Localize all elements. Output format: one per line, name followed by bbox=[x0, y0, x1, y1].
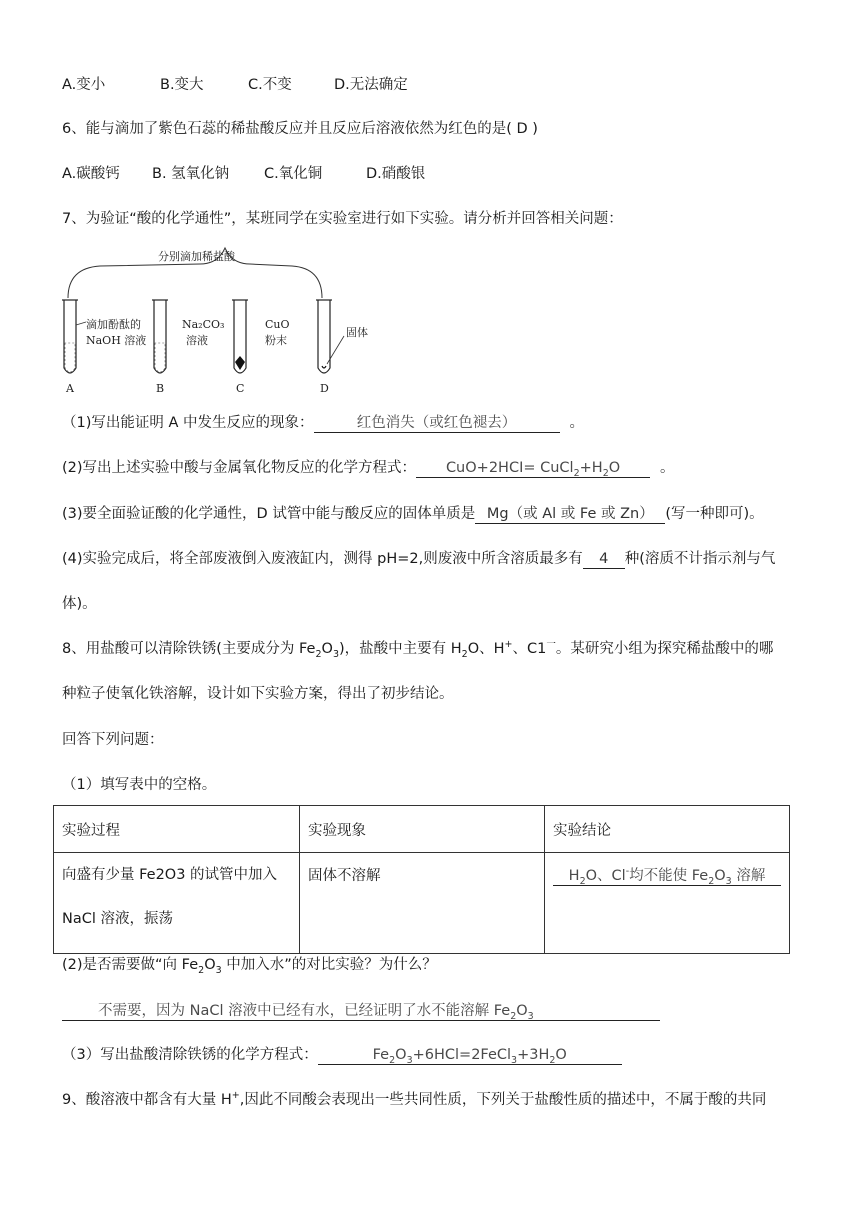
q7-p2-suffix: 。 bbox=[660, 460, 675, 476]
q6-stem: 6、能与滴加了紫色石蕊的稀盐酸反应并且反应后溶液依然为红色的是( D ) bbox=[62, 121, 538, 137]
table-cell-phenomenon: 固体不溶解 bbox=[300, 853, 545, 954]
experiment-table bbox=[53, 805, 790, 954]
q8-intro-line-1: 8、用盐酸可以清除铁锈(主要成分为 $Fe_2O_3$)，盐酸中主要有 $H_2O$、H+、$C1^一$。某研究小组为探究稀盐酸中的哪 bbox=[62, 639, 774, 660]
table-cell-process bbox=[54, 853, 300, 954]
q7-p2-answer: $CuO+2HCI= CuCl_2+H_2O$ bbox=[416, 459, 650, 478]
tube-a-label-2: NaOH 溶液 bbox=[86, 334, 147, 347]
q7-part-4 bbox=[62, 548, 775, 570]
q9-stem: 9、酸溶液中都含有大量 H+,因此不同酸会表现出一些共同性质，下列关于盐酸性质的描述中，不属于酸的共同 bbox=[62, 1090, 767, 1108]
q8-part-2-answer-line bbox=[62, 1000, 660, 1022]
tube-letter-d: D bbox=[320, 382, 329, 395]
tube-d-label: 固体 bbox=[346, 326, 368, 339]
brace-label: 分别滴加稀盐酸 bbox=[158, 250, 235, 263]
q5-option-d: D.无法确定 bbox=[334, 77, 408, 93]
q6-option-b: B. 氢氧化钠 bbox=[152, 166, 230, 182]
table-row bbox=[54, 853, 790, 954]
table-header-process: 实验过程 bbox=[54, 806, 300, 853]
q6-option-d: D.硝酸银 bbox=[366, 166, 426, 182]
q8-part-1: （1）填写表中的空格。 bbox=[62, 777, 217, 793]
q7-p3-prefix: (3)要全面验证酸的化学通性，D 试管中能与酸反应的固体单质是 bbox=[62, 506, 476, 522]
tube-a bbox=[62, 300, 78, 373]
q7-p4-answer: 4 bbox=[583, 550, 625, 569]
q8-p2-answer: 不需要，因为 NaCl 溶液中已经有水，已经证明了水不能溶解 $Fe_2O_3$ bbox=[62, 1002, 660, 1021]
q7-p4-suffix: 种(溶质不计指示剂与气 bbox=[624, 551, 776, 567]
q6-option-a: A.碳酸钙 bbox=[62, 166, 120, 182]
q7-p3-suffix: (写一种即可)。 bbox=[665, 506, 764, 522]
tube-a-label-1: 滴加酚酞的 bbox=[86, 318, 141, 331]
q7-p1-answer: 红色消失（或红色褪去） bbox=[314, 414, 560, 433]
tube-letter-b: B bbox=[156, 382, 165, 395]
q7-p4-prefix: (4)实验完成后，将全部废液倒入废液缸内，测得 pH=2,则废液中所含溶质最多有 bbox=[62, 551, 583, 567]
table-header-conclusion: 实验结论 bbox=[545, 806, 790, 853]
test-tube-figure bbox=[60, 240, 390, 400]
q7-part-2 bbox=[62, 457, 675, 479]
q5-option-b: B.变大 bbox=[160, 77, 204, 93]
tube-b bbox=[152, 300, 168, 373]
q7-part-4-cont: 体)。 bbox=[62, 596, 97, 612]
q5-options bbox=[62, 74, 408, 96]
tube-d bbox=[316, 300, 332, 373]
q7-p1-suffix: 。 bbox=[569, 415, 585, 431]
q7-p2-prefix: (2)写出上述实验中酸与金属氧化物反应的化学方程式： bbox=[62, 460, 417, 476]
q7-part-1 bbox=[62, 412, 584, 434]
tube-letter-a: A bbox=[66, 382, 74, 395]
q6-option-c: C.氧化铜 bbox=[264, 166, 323, 182]
process-line-1: 向盛有少量 Fe2O3 的试管中加入 bbox=[62, 867, 278, 883]
q8-p3-answer: $Fe_2O_3+6HCl=2FeCl_3+3H_2O$ bbox=[318, 1046, 622, 1065]
tube-letter-c: C bbox=[236, 382, 245, 395]
process-line-2: NaCl 溶液，振荡 bbox=[62, 911, 173, 927]
q8-prompt: 回答下列问题： bbox=[62, 732, 164, 748]
q8-conclusion-answer: $H_2O$、Cl-均不能使 $Fe_2O_3$ 溶解 bbox=[553, 867, 781, 886]
q7-part-3 bbox=[62, 503, 764, 525]
q8-part-2: (2)是否需要做“向 $Fe_2O_3$ 中加入水”的对比实验？为什么？ bbox=[62, 957, 437, 976]
table-header-phenomenon: 实验现象 bbox=[300, 806, 545, 853]
q8-p3-prefix: （3）写出盐酸清除铁锈的化学方程式： bbox=[62, 1047, 318, 1063]
tube-b-label-2: 溶液 bbox=[186, 334, 208, 347]
tube-c bbox=[232, 300, 248, 373]
q5-option-c: C.不变 bbox=[248, 77, 292, 93]
q8-part-3 bbox=[62, 1044, 622, 1066]
tube-c-label-2: 粉末 bbox=[265, 334, 287, 347]
q5-option-a: A.变小 bbox=[62, 77, 106, 93]
tube-b-label-1: Na₂CO₃ bbox=[182, 318, 225, 331]
table-cell-conclusion bbox=[545, 853, 790, 954]
q7-p1-prefix: （1)写出能证明 A 中发生反应的现象： bbox=[62, 415, 314, 431]
tube-c-label-1: CuO bbox=[265, 318, 290, 331]
q7-p3-answer: Mg（或 Al 或 Fe 或 Zn） bbox=[475, 505, 665, 524]
q8-intro-line-2: 种粒子使氧化铁溶解，设计如下实验方案，得出了初步结论。 bbox=[62, 686, 454, 702]
q6-options bbox=[62, 163, 425, 185]
table-header-row bbox=[54, 806, 790, 853]
q7-stem: 7、为验证“酸的化学通性”，某班同学在实验室进行如下实验。请分析并回答相关问题： bbox=[62, 211, 623, 227]
